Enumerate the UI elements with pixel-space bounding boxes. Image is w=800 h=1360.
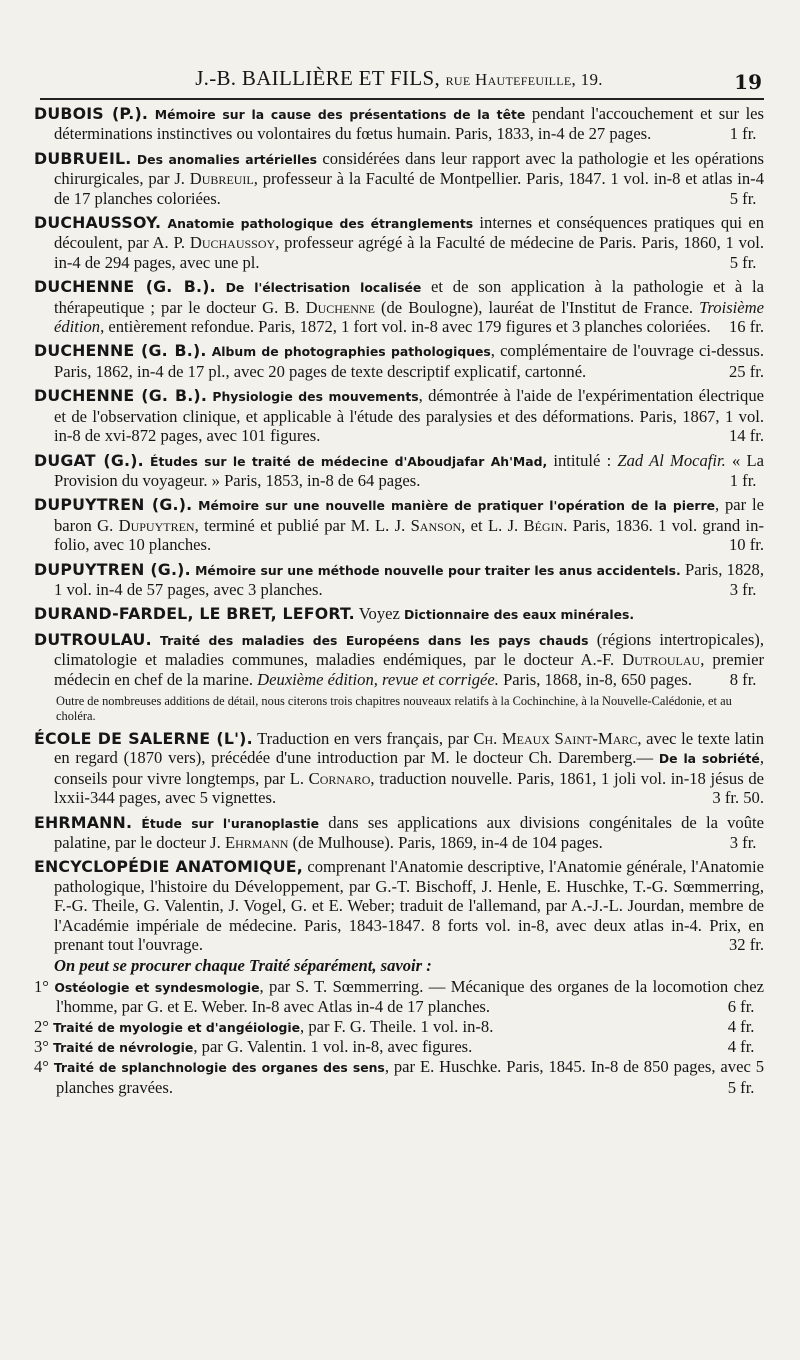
edition-note: Troisième édition: [54, 297, 764, 337]
volume-item: [34, 1057, 764, 1097]
entry-dubois: [34, 104, 764, 144]
headword: ENCYCLOPÉDIE ANATOMIQUE,: [34, 857, 303, 877]
author-name: Ehrmann: [224, 833, 289, 852]
entry-dutroulau: [34, 630, 764, 689]
headword: DUCHENNE (G. B.).: [34, 341, 207, 361]
volume-item: [34, 1017, 764, 1037]
work-title: Album de photographies pathologiques: [211, 344, 491, 360]
author-name: Duchenne: [305, 297, 375, 317]
price: 32 fr.: [728, 935, 764, 955]
author-name: Sanson: [410, 515, 462, 535]
entry-text: . Paris, 1836. 1 vol. grand in-folio, avec 10 planches.: [54, 515, 764, 555]
headword: DUBRUEIL.: [34, 148, 132, 168]
work-title: Des anomalies artérielles: [136, 151, 318, 167]
entry-text: , par E. Huschke. Paris, 1845. In-8 de 850 pages, avec 5 planches gravées.: [56, 1057, 764, 1097]
price: 5 fr.: [729, 188, 757, 208]
entry-dugat: [34, 451, 764, 491]
headword: DUGAT (G.).: [34, 450, 144, 470]
cross-reference: Dictionnaire des eaux minérales.: [404, 607, 635, 623]
entry-ecole-salerne: [34, 729, 764, 808]
entry-text: , par le baron G.: [54, 495, 764, 535]
entry-text: , par G. Valentin. 1 vol. in-8, avec figures.: [193, 1037, 473, 1057]
header-rule: [40, 98, 764, 100]
price: 3 fr.: [729, 579, 757, 599]
entry-text: , conseils pour vivre longtemps, par L.: [54, 748, 764, 788]
author-name: Ch. Meaux Saint-Marc: [473, 728, 638, 748]
work-title: Traité de splanchnologie des organes des sens: [53, 1060, 385, 1076]
entry-text: , démontrée à l'aide de l'expérimentation électrique et de l'observation clinique, et applicable à l'étude des paralysies et des déformations. Paris, 1867, 1 vol. in-8 de xvi-872 pages, avec 101 figures.: [54, 386, 764, 446]
publisher-street: rue Hautefeuille, 19.: [445, 70, 603, 89]
price: 3 fr.: [729, 833, 757, 852]
running-header: [34, 0, 764, 104]
volume-item: [34, 1037, 764, 1057]
footnote: Outre de nombreuses additions de détail, nous citerons trois chapitres nouveaux relatifs à la Cochinchine, à la Nouvelle-Calédonie, et au choléra.: [56, 693, 732, 723]
entry-text: , complémentaire de l'ouvrage ci-dessus. Paris, 1862, in-4 de 17 pl., avec 20 pages de texte descriptif explicatif, cartonné.: [54, 341, 764, 381]
volume-number: 4°: [34, 1057, 49, 1077]
headword: DUBOIS (P.).: [34, 104, 149, 123]
entry-duchenne-physiologie: [34, 386, 764, 445]
page-number: 19: [734, 70, 762, 94]
work-title: De la sobriété: [658, 751, 760, 767]
entry-text: pendant l'accouchement et sur les déterminations instinctives ou volontaires du fœtus humain. Paris, 1833, in-4 de 27 pages.: [54, 104, 765, 144]
headword: DUPUYTREN (G.).: [34, 559, 191, 579]
entry-text: , premier médecin en chef de la marine.: [54, 650, 764, 689]
author-name: Dutroulau: [622, 650, 701, 670]
entry-text: internes et conséquences pratiques qui en découlent, par A. P.: [54, 213, 765, 253]
price: 8 fr.: [729, 669, 757, 689]
work-title: Ostéologie et syndesmologie: [54, 979, 260, 995]
work-title: Mémoire sur une méthode nouvelle pour traiter les anus accidentels.: [195, 562, 681, 578]
entry-text: comprenant l'Anatomie descriptive, l'Anatomie générale, l'Anatomie pathologique, l'histoire du Développement, par G.-T. Bischoff, J. Henle, E. Huschke, T.-G. Sœmmerring, F.-G. Theile, G. Valentin, J. Vogel, G. et E. Weber; traduit de l'allemand, par A.-J.-L. Jourdan, membre de l'Académie impériale de médecine. Paris, 1843-1847. 8 forts vol. in-8, avec deux atlas in-4. Prix, en prenant tout l'ouvrage.: [54, 857, 764, 955]
author-name: Bégin: [523, 515, 564, 535]
headword: EHRMANN.: [34, 812, 133, 832]
price: 10 fr.: [728, 535, 764, 555]
entry-text: (de Mulhouse). Paris, 1869, in-4 de 104 pages.: [288, 833, 603, 852]
entry-text: , professeur agrégé à la Faculté de médecine de Paris. Paris, 1860, 1 vol. in-4 de 294 pages, avec une pl.: [54, 233, 764, 272]
entry-text: « La Provision du voyageur. » Paris, 1853, in-8 de 64 pages.: [54, 450, 764, 490]
price: 3 fr. 50.: [712, 788, 764, 808]
author-name: Duchaussoy: [189, 233, 276, 253]
catalog-body: [34, 104, 764, 1097]
work-title: Mémoire sur une nouvelle manière de pratiquer l'opération de la pierre: [198, 498, 716, 514]
work-title: Mémoire sur la cause des présentations de la tête: [154, 107, 526, 122]
publisher-name: J.-B. BAILLIÈRE ET FILS,: [195, 66, 440, 90]
entry-text: , terminé et publié par M. L. J.: [194, 515, 411, 535]
edition-note: Deuxième édition, revue et corrigée.: [257, 669, 499, 689]
price: 25 fr.: [728, 361, 764, 381]
price: 4 fr.: [727, 1037, 755, 1057]
price: 5 fr.: [729, 252, 757, 272]
price: 1 fr.: [729, 470, 757, 490]
entry-text: (régions intertropicales), climatologie et maladies communes, maladies endémiques, par le docteur A.-F.: [54, 629, 764, 670]
headword: DUPUYTREN (G.).: [34, 495, 193, 515]
entry-encyclopedie: [34, 857, 764, 1097]
entry-text: , professeur à la Faculté de Montpellier. Paris, 1847. 1 vol. in-8 et atlas in-4 de 17 planches coloriées.: [54, 169, 764, 208]
volume-number: 1°: [34, 976, 49, 996]
entry-text: Traduction en vers français, par: [252, 728, 474, 748]
entry-durand-fardel: [34, 604, 764, 624]
entry-text: Voyez: [354, 604, 405, 624]
work-title: Traité de névrologie: [53, 1040, 194, 1056]
author-name: Cornaro: [308, 768, 371, 788]
volume-item: [34, 977, 764, 1017]
work-title: Études sur le traité de médecine d'Aboudjafar Ah'Mad,: [150, 453, 548, 469]
work-title: Traité de myologie et d'angéiologie: [53, 1019, 301, 1035]
entry-duchenne-electrisation: [34, 277, 764, 336]
entry-ehrmann: [34, 813, 764, 853]
entry-text: , par S. T. Sœmmerring. — Mécanique des organes de la locomotion chez l'homme, par G. et E. Weber. In-8 avec Atlas in-4 de 17 planches.: [56, 976, 764, 1017]
entry-dupuytren-pierre: [34, 495, 764, 554]
running-head: [34, 66, 764, 91]
price: 1 fr.: [729, 124, 757, 144]
entry-text: , avec le texte latin en regard (1870 vers), précédée d'une introduction par M. le docteur Ch. Daremberg.—: [54, 728, 764, 768]
entry-dubrueil: [34, 149, 764, 208]
author-name: Dupuytren: [118, 515, 195, 535]
work-title: Anatomie pathologique des étranglements: [167, 216, 474, 232]
entry-text: Paris, 1868, in-8, 650 pages.: [498, 669, 693, 689]
author-name: Dubreuil: [189, 169, 254, 189]
work-title: Traité des maladies des Européens dans les pays chauds: [160, 632, 589, 648]
headword: DURAND-FARDEL, LE BRET, LEFORT.: [34, 604, 355, 624]
entry-text: Paris, 1828, 1 vol. in-4 de 57 pages, avec 3 planches.: [54, 559, 764, 599]
headword: DUCHENNE (G. B.).: [34, 277, 216, 297]
entry-text: , par F. G. Theile. 1 vol. in-8.: [300, 1016, 494, 1036]
entry-text: , et L. J.: [461, 515, 524, 535]
entry-dupuytren-anus: [34, 560, 764, 600]
entry-text: intitulé :: [547, 450, 618, 470]
entry-text: , traduction nouvelle. Paris, 1861, 1 joli vol. in-18 jésus de lxxii-344 pages, avec 5 vignettes.: [54, 768, 764, 808]
volume-number: 3°: [34, 1037, 49, 1057]
work-title: Physiologie des mouvements: [212, 389, 419, 405]
price: 4 fr.: [727, 1016, 755, 1036]
price: 16 fr.: [728, 317, 764, 337]
headword: DUCHENNE (G. B.).: [34, 386, 208, 406]
headword: DUTROULAU.: [34, 629, 152, 649]
entry-text: considérées dans leur rapport avec la pathologie et les opérations chirurgicales, par J.: [54, 148, 765, 189]
entry-text: , entièrement refondue. Paris, 1872, 1 fort vol. in-8 avec 179 figures et 3 planches coloriées.: [100, 317, 711, 337]
price: 5 fr.: [727, 1077, 755, 1097]
headword: DUCHAUSSOY.: [34, 213, 162, 233]
entry-duchenne-album: [34, 341, 764, 381]
entry-text: et de son application à la pathologie et à la thérapeutique ; par le docteur G. B.: [54, 277, 765, 317]
entry-duchaussoy: [34, 213, 764, 272]
price: 6 fr.: [727, 997, 755, 1017]
volume-number: 2°: [34, 1016, 49, 1036]
price: 14 fr.: [728, 426, 764, 446]
headword: ÉCOLE DE SALERNE (L').: [34, 728, 253, 748]
subheading: On peut se procurer chaque Traité séparément, savoir :: [54, 956, 432, 976]
entry-text: dans ses applications aux divisions congénitales de la voûte palatine, par le docteur J.: [54, 812, 765, 852]
work-title: De l'électrisation localisée: [225, 280, 422, 296]
italic-title: Zad Al Mocafir.: [617, 450, 726, 470]
entry-text: (de Boulogne), lauréat de l'Institut de France.: [374, 297, 700, 317]
work-title: Étude sur l'uranoplastie: [141, 815, 319, 831]
